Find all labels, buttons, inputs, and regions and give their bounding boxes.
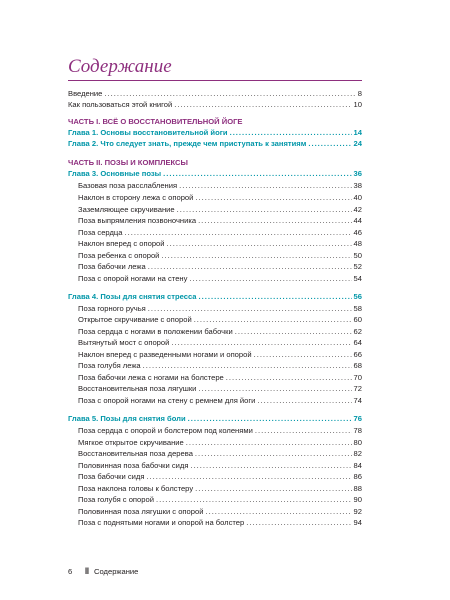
toc-entry-label: Как пользоваться этой книгой <box>68 100 173 109</box>
toc-entry-page: 92 <box>353 507 362 516</box>
dot-leader <box>190 460 351 471</box>
toc-entry-page: 78 <box>353 426 362 435</box>
toc-entry[interactable] <box>78 303 362 314</box>
dot-leader <box>235 326 352 337</box>
toc-entry-label: Поза сердца с ногами в положении бабочки <box>78 327 233 336</box>
toc-entry-label: Поза с опорой ногами на стену с ремнем для йоги <box>78 396 256 405</box>
toc-entry[interactable] <box>78 273 362 284</box>
dot-leader <box>179 180 351 191</box>
toc-entry-label: Базовая поза расслабления <box>78 181 178 190</box>
toc-entry-label: Поза голубя лежа <box>78 361 141 370</box>
toc-chapter-3[interactable] <box>68 168 362 179</box>
toc-entry[interactable] <box>78 238 362 249</box>
toc-entry-label: Поза ребенка с опорой <box>78 251 160 260</box>
toc-entry-page: 90 <box>353 495 362 504</box>
dot-leader <box>148 303 352 314</box>
toc-entry-label: Глава 1. Основы восстановительной йоги <box>68 128 228 137</box>
dot-leader <box>189 273 351 284</box>
dot-leader <box>163 168 351 179</box>
toc-entry-label: Поза бабочки лежа <box>78 262 146 271</box>
toc-entry[interactable] <box>78 437 362 448</box>
dot-leader <box>195 448 352 459</box>
dot-leader <box>195 192 351 203</box>
toc-entry-label: Глава 5. Позы для снятия боли <box>68 414 186 423</box>
dot-leader <box>198 383 351 394</box>
toc-entry[interactable] <box>78 261 362 272</box>
toc-chapter-2[interactable] <box>68 138 362 149</box>
toc-entry-label: Поза горного ручья <box>78 304 146 313</box>
toc-entry-label: Глава 3. Основные позы <box>68 169 162 178</box>
toc-entry-label: Восстановительная поза дерева <box>78 449 193 458</box>
toc-entry[interactable] <box>78 517 362 528</box>
running-title: Содержание <box>94 567 139 576</box>
toc-entry[interactable] <box>78 349 362 360</box>
toc-entry-intro[interactable] <box>68 88 362 99</box>
page-footer <box>68 566 138 577</box>
toc-entry-page: 48 <box>353 239 362 248</box>
dot-leader <box>230 127 352 138</box>
toc-entry[interactable] <box>78 395 362 406</box>
toc-entry-page: 44 <box>353 216 362 225</box>
toc-entry[interactable] <box>78 483 362 494</box>
toc-entry[interactable] <box>78 372 362 383</box>
toc-entry-page: 82 <box>353 449 362 458</box>
toc-entry[interactable] <box>78 180 362 191</box>
dot-leader <box>226 372 352 383</box>
toc-entry-label: Восстановительная поза лягушки <box>78 384 197 393</box>
toc-chapter-5[interactable] <box>68 413 362 424</box>
toc-entry[interactable] <box>78 326 362 337</box>
toc-entry[interactable] <box>78 360 362 371</box>
toc-entry-page: 46 <box>353 228 362 237</box>
dot-leader <box>205 506 351 517</box>
dot-leader <box>199 291 352 302</box>
toc-entry-page: 38 <box>353 181 362 190</box>
toc-entry-label: Поза с поднятыми ногами и опорой на болстер <box>78 518 245 527</box>
dot-leader <box>254 349 352 360</box>
toc-entry-page: 40 <box>353 193 362 202</box>
dot-leader <box>198 215 351 226</box>
dot-leader <box>188 413 352 424</box>
toc-entry[interactable] <box>78 227 362 238</box>
toc-entry-page: 56 <box>353 292 362 301</box>
dot-leader <box>146 471 351 482</box>
dot-leader <box>167 238 352 249</box>
toc-entry-label: Наклон в сторону лежа с опорой <box>78 193 194 202</box>
toc-entry-label: Поза бабочки сидя <box>78 472 145 481</box>
dot-leader <box>246 517 351 528</box>
toc-entry-page: 86 <box>353 472 362 481</box>
toc-entry[interactable] <box>78 471 362 482</box>
toc-entry-page: 14 <box>353 128 362 137</box>
footer-separator: ‖ <box>84 566 90 576</box>
dot-leader <box>177 204 352 215</box>
toc-entry-label: Наклон вперед с опорой <box>78 239 165 248</box>
dot-leader <box>124 227 351 238</box>
toc-entry-page: 62 <box>353 327 362 336</box>
toc-entry[interactable] <box>78 460 362 471</box>
toc-entry-page: 74 <box>353 396 362 405</box>
toc-entry[interactable] <box>78 215 362 226</box>
toc-entry-page: 64 <box>353 338 362 347</box>
toc-entry-label: Открытое скручивание с опорой <box>78 315 192 324</box>
toc-entry-label: Поза голубя с опорой <box>78 495 154 504</box>
dot-leader <box>104 88 355 99</box>
toc-entry-page: 36 <box>353 169 362 178</box>
part-1-heading: ЧАСТЬ I. ВСЁ О ВОССТАНОВИТЕЛЬНОЙ ЙОГЕ <box>68 117 243 126</box>
toc-entry-page: 24 <box>353 139 362 148</box>
dot-leader <box>161 250 351 261</box>
toc-chapter-4[interactable] <box>68 291 362 302</box>
toc-entry-label: Половинная поза бабочки сидя <box>78 461 189 470</box>
toc-entry[interactable] <box>78 314 362 325</box>
toc-entry[interactable] <box>78 448 362 459</box>
toc-entry[interactable] <box>78 204 362 215</box>
toc-entry-how-to-use[interactable] <box>68 99 362 110</box>
dot-leader <box>148 261 352 272</box>
toc-entry-page: 76 <box>353 414 362 423</box>
toc-entry-page: 8 <box>357 89 362 98</box>
dot-leader <box>143 360 352 371</box>
toc-entry[interactable] <box>78 250 362 261</box>
toc-entry[interactable] <box>78 506 362 517</box>
dot-leader <box>255 425 352 436</box>
toc-entry-page: 68 <box>353 361 362 370</box>
toc-entry-label: Поза бабочки лежа с ногами на болстере <box>78 373 224 382</box>
toc-entry[interactable] <box>78 425 362 436</box>
dot-leader <box>308 138 351 149</box>
dot-leader <box>156 494 352 505</box>
toc-entry-label: Поза с опорой ногами на стену <box>78 274 188 283</box>
toc-entry-label: Поза выпрямления позвоночника <box>78 216 197 225</box>
toc-entry-page: 54 <box>353 274 362 283</box>
toc-entry-label: Вытянутый мост с опорой <box>78 338 170 347</box>
toc-entry[interactable] <box>78 192 362 203</box>
toc-entry-label: Введение <box>68 89 103 98</box>
toc-entry-label: Заземляющее скручивание <box>78 205 175 214</box>
toc-entry-page: 60 <box>353 315 362 324</box>
toc-entry-label: Глава 4. Позы для снятия стресса <box>68 292 197 301</box>
toc-entry-page: 72 <box>353 384 362 393</box>
toc-entry-page: 50 <box>353 251 362 260</box>
toc-entry-page: 42 <box>353 205 362 214</box>
toc-chapter-1[interactable] <box>68 127 362 138</box>
dot-leader <box>186 437 352 448</box>
dot-leader <box>171 337 351 348</box>
toc-entry-page: 10 <box>353 100 362 109</box>
title-underline <box>68 80 362 81</box>
toc-entry-page: 80 <box>353 438 362 447</box>
toc-entry-label: Поза сердца <box>78 228 123 237</box>
toc-entry-page: 70 <box>353 373 362 382</box>
toc-entry-label: Наклон вперед с разведенными ногами и опорой <box>78 350 252 359</box>
toc-entry[interactable] <box>78 383 362 394</box>
toc-entry-page: 88 <box>353 484 362 493</box>
part-2-heading: ЧАСТЬ II. ПОЗЫ И КОМПЛЕКСЫ <box>68 158 188 167</box>
dot-leader <box>257 395 351 406</box>
page-title: Содержание <box>68 56 172 77</box>
toc-entry[interactable] <box>78 337 362 348</box>
toc-entry-page: 84 <box>353 461 362 470</box>
toc-entry-label: Поза наклона головы к болстеру <box>78 484 194 493</box>
toc-entry-page: 52 <box>353 262 362 271</box>
dot-leader <box>174 99 351 110</box>
page-number: 6 <box>68 567 73 576</box>
toc-entry-label: Мягкое открытое скручивание <box>78 438 184 447</box>
toc-entry[interactable] <box>78 494 362 505</box>
dot-leader <box>194 314 352 325</box>
toc-entry-page: 66 <box>353 350 362 359</box>
toc-entry-label: Поза сердца с опорой и болстером под коленями <box>78 426 253 435</box>
toc-entry-page: 58 <box>353 304 362 313</box>
toc-entry-page: 94 <box>353 518 362 527</box>
toc-entry-label: Половинная поза лягушки с опорой <box>78 507 204 516</box>
dot-leader <box>195 483 351 494</box>
toc-entry-label: Глава 2. Что следует знать, прежде чем приступать к занятиям <box>68 139 307 148</box>
